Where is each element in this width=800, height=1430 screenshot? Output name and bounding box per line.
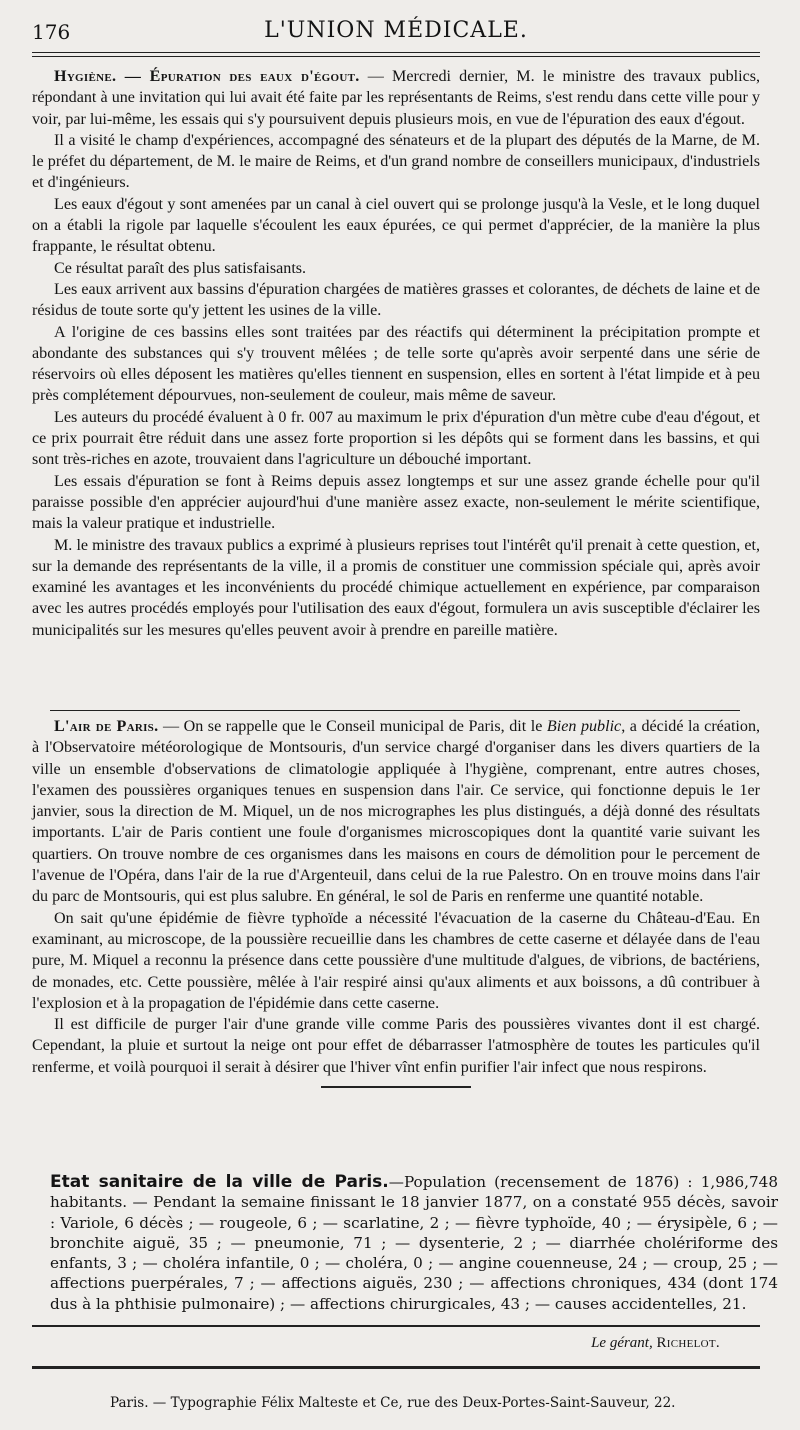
- article-hygiene: [32, 66, 760, 641]
- paragraph: M. le ministre des travaux publics a exprimé à plusieurs reprises tout l'intérêt qu'il prenait à cette question, et, sur la demande des représentants de la ville, il a promis de constituer une commission spéciale qui, après avoir examiné les avantages et les inconvénients du procédé chimique actuellement en expérience, par comparaison avec les autres procédés employés pour l'utilisation des eaux d'égout, formulera un avis susceptible d'éclairer les municipalités sur les mesures qu'elles peuvent avoir à prendre en pareille matière.: [32, 536, 760, 639]
- article-lead: L'air de Paris. — On se rappelle que le Conseil municipal de Paris, dit le Bien public, a décidé la création, à l'Observatoire météorologique de Montsouris, d'un service chargé d'organiser dans les divers quartiers de la ville un ensemble d'observations de climatologie appliquée à l'hygiène, comprenant, entre autres choses, l'examen des poussières organiques tenues en suspension dans l'air. Ce service, qui fonctionne depuis le 1er janvier, sous la direction de M. Miquel, un de nos micrographes les plus distingués, a déjà donné des résultats importants. L'air de Paris contient une foule d'organismes microscopiques dont la quantité varie suivant les quartiers. On trouve nombre de ces organismes dans les maisons en cours de démolition pour le percement de l'avenue de l'Opéra, dans l'air de la rue d'Argenteuil, dans celui de la rue Palestro. On en trouve moins dans l'air du parc de Montsouris, qui est plus salubre. En général, le sol de Paris en renferme une quantité notable.: [32, 718, 761, 906]
- article-title: Hygiène. — Épuration des eaux d'égout.: [54, 68, 360, 85]
- footer-rule-2: [32, 1366, 760, 1369]
- paragraph: Ce résultat paraît des plus satisfaisants.: [54, 259, 307, 277]
- header-rule-2: [32, 56, 760, 57]
- header-rule: [32, 52, 760, 53]
- newspaper-name: Bien public: [546, 718, 622, 735]
- signoff: Le gérant, Richelot.: [591, 1335, 720, 1351]
- article-lead: Hygiène. — Épuration des eaux d'égout. — Mercredi dernier, M. le ministre des travaux publics, répondant à une invitation qui lui avait été faite par les représentants de Reims, s'est rendu dans cette ville pour y voir, par lui-même, les essais qui s'y poursuivent depuis plusieurs mois, en vue de l'épuration des eaux d'égout.: [32, 68, 760, 128]
- section-separator: [321, 1086, 471, 1088]
- article-rule: [50, 710, 740, 711]
- paragraph: Les eaux d'égout y sont amenées par un canal à ciel ouvert qui se prolonge jusqu'à la Vesle, et le long duquel on a établi la rigole par laquelle s'écoulent les eaux épurées, ce qui permet d'apprécier, de la manière la plus frappante, le résultat obtenu.: [32, 195, 760, 256]
- paragraph: A l'origine de ces bassins elles sont traitées par des réactifs qui déterminent la précipitation prompte et abondante des substances qui s'y trouvent mêlées ; de telle sorte qu'après avoir serpenté dans une série de réservoirs où elles déposent les matières qu'elles tiennent en suspension, elles en sortent à l'état limpide et à peu près complétement dépourvues, non-seulement de couleur, mais même de saveur.: [32, 323, 760, 405]
- page-number: 176: [32, 20, 71, 44]
- etat-title: Etat sanitaire de la ville de Paris.: [50, 1172, 389, 1192]
- paragraph: Les auteurs du procédé évaluent à 0 fr. 007 au maximum le prix d'épuration d'un mètre cube d'eau d'égout, et ce prix pourrait être réduit dans une assez forte proportion si les dépôts qui se forment dans les bassins, et qui sont très-riches en azote, trouvaient dans l'agriculture un débouché important.: [32, 408, 760, 469]
- paragraph: On sait qu'une épidémie de fièvre typhoïde a nécessité l'évacuation de la caserne du Château-d'Eau. En examinant, au microscope, de la poussière recueillie dans les chambres de cette caserne et délayée dans de l'eau pure, M. Miquel a reconnu la présence dans cette poussière d'une multitude d'algues, de vibrions, de bactériens, de monades, etc. Cette poussière, mêlée à l'air respiré ainsi qu'aux aliments et aux boissons, a dû contribuer à l'explosion et à la propagation de l'épidémie dans cette caserne.: [32, 909, 760, 1012]
- article-air-de-paris: [32, 716, 760, 1096]
- running-title: L'UNION MÉDICALE.: [264, 18, 528, 43]
- footer-rule: [32, 1325, 760, 1327]
- article-title: L'air de Paris.: [54, 718, 159, 735]
- page-header: [32, 18, 760, 48]
- etat-paragraph: Etat sanitaire de la ville de Paris.—Population (recensement de 1876) : 1,986,748 habitants. — Pendant la semaine finissant le 18 janvier 1877, on a constaté 955 décès, savoir : Variole, 6 décès ; — rougeole, 6 ; — scarlatine, 2 ; — fièvre typhoïde, 40 ; — érysipèle, 6 ; — bronchite aiguë, 35 ; — pneumonie, 71 ; — dysenterie, 2 ; — diarrhée cholériforme des enfants, 3 ; — choléra infantile, 0 ; — choléra, 0 ; — angine couenneuse, 24 ; — croup, 25 ; — affections puerpérales, 7 ; — affections aiguës, 230 ; — affections chroniques, 434 (dont 174 dus à la phthisie pulmonaire) ; — affections chirurgicales, 43 ; — causes accidentelles, 21.: [50, 1172, 779, 1313]
- etat-sanitaire: [50, 1172, 778, 1314]
- paragraph: Il a visité le champ d'expériences, accompagné des sénateurs et de la plupart des députés de la Marne, de M. le préfet du département, de M. le maire de Reims, et d'un grand nombre de conseillers municipaux, d'industriels et d'ingénieurs.: [32, 131, 760, 192]
- paragraph: Les eaux arrivent aux bassins d'épuration chargées de matières grasses et colorantes, de déchets de laine et de résidus de toute sorte qu'y jettent les usines de la ville.: [32, 280, 760, 320]
- paragraph: Il est difficile de purger l'air d'une grande ville comme Paris des poussières vivantes dont il est chargé. Cependant, la pluie et surtout la neige ont pour effet de débarrasser l'atmosphère de toutes les particules qu'il renferme, et voilà pourquoi il serait à désirer que l'hiver vînt enfin purifier l'air infect que nous respirons.: [32, 1016, 760, 1076]
- paragraph: Les essais d'épuration se font à Reims depuis assez longtemps et sur une assez grande échelle pour qu'il paraisse possible d'en apprécier aujourd'hui d'une manière assez exacte, non-seulement le mérite scientifique, mais la valeur pratique et industrielle.: [32, 472, 760, 533]
- printer-imprint: Paris. — Typographie Félix Malteste et Ce, rue des Deux-Portes-Saint-Sauveur, 22.: [110, 1395, 676, 1411]
